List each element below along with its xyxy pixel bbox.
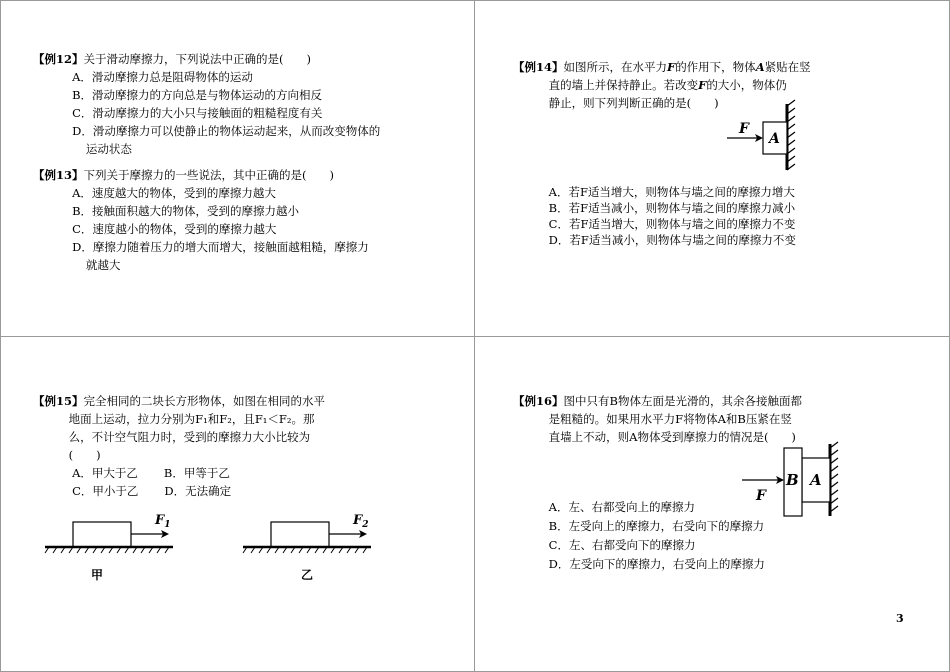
q16-option-b[interactable]: B．左受向上的摩擦力，右受向下的摩擦力	[548, 519, 765, 533]
q12-stem-text: 关于滑动摩擦力，下列说法中正确的是( )	[83, 52, 311, 66]
q15-stem-line2: 地面上运动，拉力分别为F₁和F₂，且F₁＜F₂。那	[68, 412, 315, 426]
q15-block-left	[73, 522, 131, 547]
q13-option-d[interactable]: D．摩擦力随着压力的增大而增大，接触面越粗糙，摩擦力就越大	[72, 240, 369, 272]
question-12	[33, 50, 453, 158]
page-number: 3	[896, 612, 904, 625]
q15-caption-right: 乙	[301, 568, 314, 582]
q15-caption-left: 甲	[91, 568, 104, 582]
q14-force-label: F	[739, 121, 749, 137]
question-15	[33, 392, 453, 500]
q16-options	[513, 498, 765, 574]
q14-stem-part: 如图所示，在水平力	[563, 60, 668, 74]
q15-stem-part: 完全相同的二块长方形物体，如图在相同的水平	[83, 394, 326, 408]
q14-block-label: A	[769, 131, 780, 147]
question-14	[513, 58, 933, 247]
q16-stem-line1	[513, 392, 933, 410]
q16-stem-line3: 直墙上不动，则A物体受到摩擦力的情况是( )	[548, 430, 796, 444]
q14-stem-part: 的作用下，物体	[675, 60, 756, 74]
q13-options	[33, 184, 453, 274]
q15-tag: 【例15】	[33, 394, 84, 408]
q12-stem	[33, 50, 453, 68]
q14-stem-line2	[513, 76, 933, 94]
q14-option-a[interactable]: A．若F适当增大，则物体与墙之间的摩擦力增大	[548, 185, 795, 199]
q14-var-f: F	[698, 78, 707, 92]
q16-option-a[interactable]: A．左、右都受向上的摩擦力	[548, 500, 695, 514]
q15-force2-label: $F_2$	[353, 513, 369, 530]
q12-tag: 【例12】	[33, 52, 84, 66]
q15-stem-line3: 么，不计空气阻力时，受到的摩擦力大小比较为	[68, 430, 311, 444]
q15-option-a[interactable]: A．甲大于乙	[72, 466, 138, 480]
q15-option-row-1	[72, 464, 453, 482]
q12-option-c[interactable]: C．滑动摩擦力的大小只与接触面的粗糙程度有关	[72, 106, 323, 120]
q14-stem-line1	[513, 58, 933, 76]
q14-stem-line3: 静止，则下列判断正确的是( )	[548, 96, 719, 110]
q14-option-d[interactable]: D．若F适当减小，则物体与墙之间的摩擦力不变	[548, 233, 796, 247]
q12-option-b[interactable]: B．滑动摩擦力的方向总是与物体运动的方向相反	[72, 88, 323, 102]
q16-force-label: F	[756, 488, 766, 504]
question-16	[513, 392, 933, 571]
horizontal-divider	[0, 336, 950, 337]
q14-wall	[787, 100, 795, 170]
q16-block-a-label: A	[810, 471, 822, 489]
question-13	[33, 166, 453, 274]
q15-figure-left	[45, 510, 185, 560]
q14-stem-part: 紧贴在竖	[764, 60, 811, 74]
q12-options	[33, 68, 453, 158]
q15-force1-label: $F_1$	[155, 513, 171, 530]
q15-option-d[interactable]: D．无法确定	[164, 484, 232, 498]
q14-tag: 【例14】	[513, 60, 564, 74]
q14-var-a: A	[755, 60, 765, 74]
q16-stem-part: 图中只有B物体左面是光滑的，其余各接触面都	[563, 394, 802, 408]
q15-stem-line4: ( )	[68, 448, 101, 462]
q12-option-a[interactable]: A．滑动摩擦力总是阻碍物体的运动	[72, 70, 253, 84]
q14-options	[513, 184, 796, 248]
q16-option-c[interactable]: C．左、右都受向下的摩擦力	[548, 538, 696, 552]
q16-stem-line2: 是粗糙的。如果用水平力F将物体A和B压紧在竖	[548, 412, 792, 426]
q16-wall	[830, 442, 838, 516]
q13-option-c[interactable]: C．速度越小的物体，受到的摩擦力越大	[72, 222, 277, 236]
q13-stem-text: 下列关于摩擦力的一些说法，其中正确的是( )	[83, 168, 334, 182]
q13-option-a[interactable]: A．速度越大的物体，受到的摩擦力越大	[72, 186, 276, 200]
q12-option-d[interactable]: D．滑动摩擦力可以使静止的物体运动起来，从而改变物体的运动状态	[72, 124, 381, 156]
q13-stem	[33, 166, 453, 184]
q13-tag: 【例13】	[33, 168, 84, 182]
q15-stem-line1	[33, 392, 453, 410]
q14-stem-part: 直的墙上并保持静止。若改变	[548, 78, 699, 92]
q15-option-c[interactable]: C．甲小于乙	[72, 484, 139, 498]
q13-option-b[interactable]: B．接触面积越大的物体，受到的摩擦力越小	[72, 204, 300, 218]
q16-block-b-label: B	[786, 471, 799, 489]
q15-option-row-2	[72, 482, 453, 500]
q14-stem-part: 的大小，物体仍	[706, 78, 787, 92]
q15-option-b[interactable]: B．甲等于乙	[163, 466, 230, 480]
q14-var-f: F	[667, 60, 676, 74]
q14-option-c[interactable]: C．若F适当增大，则物体与墙之间的摩擦力不变	[548, 217, 796, 231]
q15-block-right	[271, 522, 329, 547]
q14-option-b[interactable]: B．若F适当减小，则物体与墙之间的摩擦力减小	[548, 201, 796, 215]
q16-option-d[interactable]: D．左受向下的摩擦力，右受向上的摩擦力	[548, 557, 765, 571]
q15-options	[33, 464, 453, 500]
q15-figure-right	[243, 510, 383, 560]
q16-tag: 【例16】	[513, 394, 564, 408]
q14-figure	[725, 100, 825, 180]
q16-figure	[740, 440, 850, 520]
